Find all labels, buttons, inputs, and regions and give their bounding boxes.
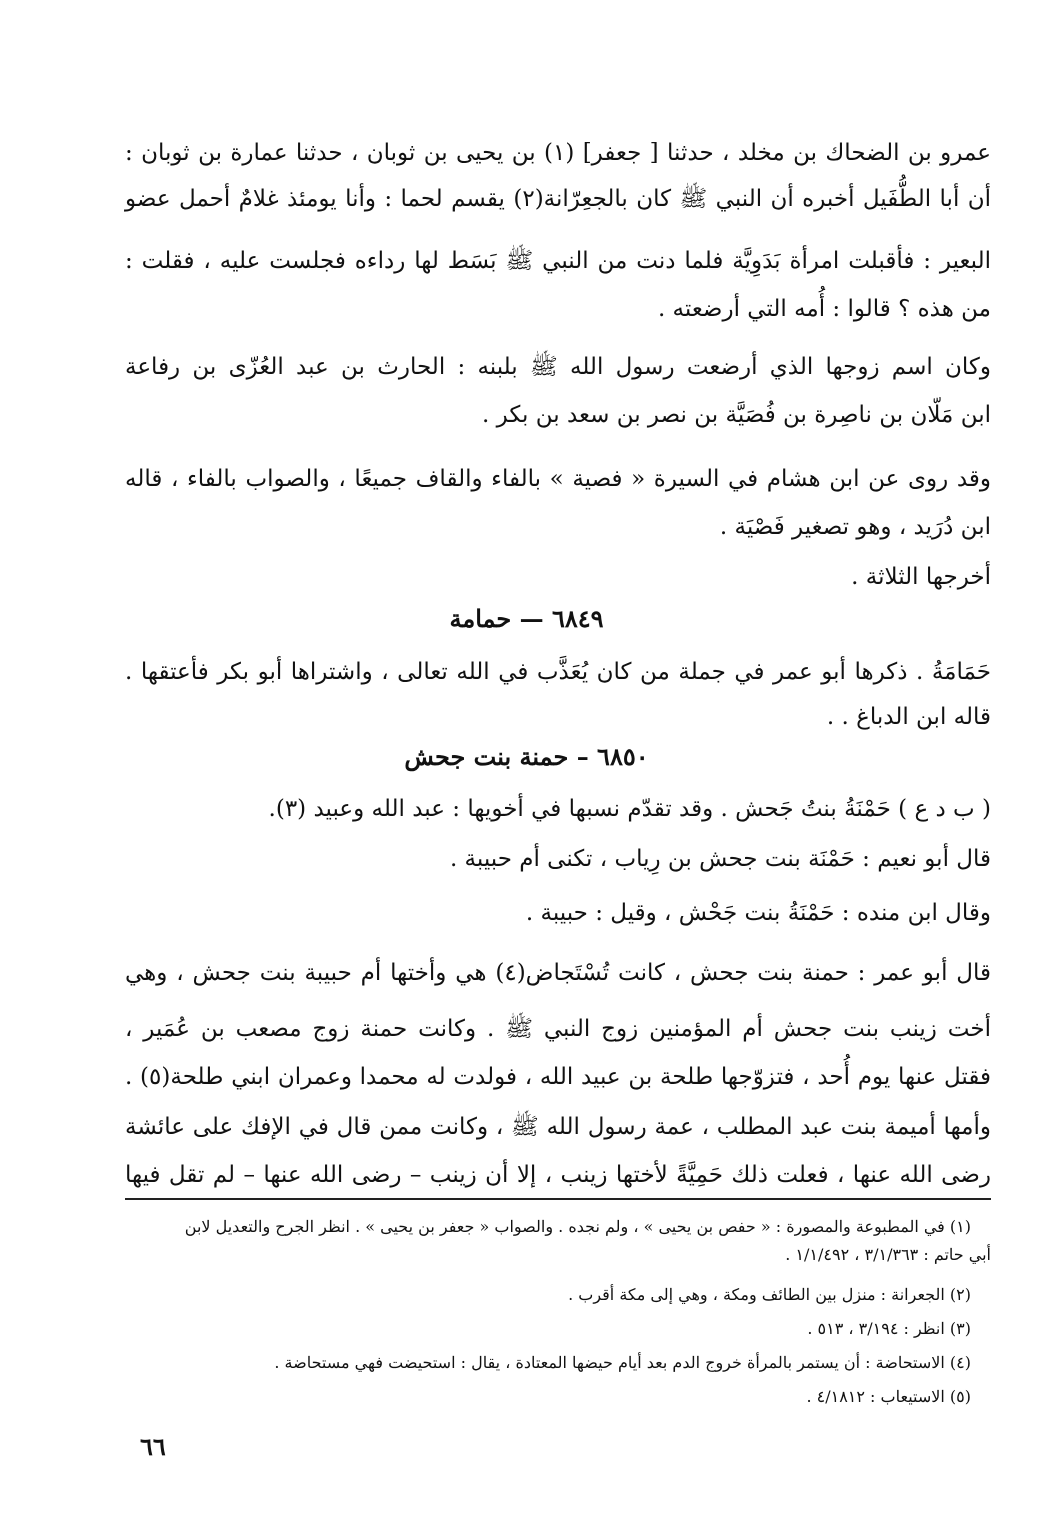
body-line: وكان اسم زوجها الذي أرضعت رسول الله ﷺ بلبنه : الحارث بن عبد العُزّى بن رفاعة xyxy=(125,354,991,380)
footnote: (١) في المطبوعة والمصورة : « حفص بن يحيى » ، ولم نجده . والصواب « جعفر بن يحيى » . انظر الجرح والتعديل لابن xyxy=(184,1217,971,1236)
footnote: أبي حاتم : ٣/١/٣٦٣ ، ١/١/٤٩٢ . xyxy=(785,1245,991,1264)
footnote: (٣) انظر : ٣/١٩٤ ، ٥١٣ . xyxy=(807,1319,971,1338)
page-number: ٦٦ xyxy=(140,1432,166,1461)
body-line: وأمها أميمة بنت عبد المطلب ، عمة رسول الله ﷺ ، وكانت ممن قال في الإفك على عائشة xyxy=(125,1114,991,1140)
body-line: أخرجها الثلاثة . xyxy=(851,564,991,590)
entry-heading: ٦٨٤٩ — حمامة xyxy=(449,604,604,633)
body-line: قاله ابن الدباغ . . xyxy=(826,704,991,730)
footnote-separator xyxy=(125,1198,991,1200)
footnote: (٤) الاستحاضة : أن يستمر بالمرأة خروج الدم بعد أيام حيضها المعتادة ، يقال : استحيضت فهي مستحاضة . xyxy=(274,1353,971,1372)
body-line: ( ب د ع ) حَمْنَةُ بنتُ جَحش . وقد تقدّم نسبها في أخويها : عبد الله وعبيد (٣). xyxy=(268,796,991,822)
body-line: وقال ابن منده : حَمْنَةُ بنت جَحْش ، وقيل : حبيبة . xyxy=(525,900,991,926)
body-line: رضى الله عنها ، فعلت ذلك حَمِيَّةً لأختها زينب ، إلا أن زينب – رضى الله عنها – لم تقل فيها xyxy=(125,1162,991,1188)
body-line: قال أبو نعيم : حَمْنَة بنت جحش بن رِياب ، تكنى أم حبيبة . xyxy=(449,846,991,872)
body-line: حَمَامَةُ . ذكرها أبو عمر في جملة من كان يُعَذَّب في الله تعالى ، واشتراها أبو بكر فأعتقها . xyxy=(125,659,991,685)
body-line: البعير : فأقبلت امرأة بَدَوِيَّة فلما دنت من النبي ﷺ بَسَط لها رداءه فجلست عليه ، فقلت : xyxy=(125,248,991,274)
entry-heading: ٦٨٥٠ – حمنة بنت جحش xyxy=(404,742,649,771)
body-line: قال أبو عمر : حمنة بنت جحش ، كانت تُسْتَجاض(٤) هي وأختها أم حبيبة بنت جحش ، وهي xyxy=(125,960,991,986)
body-line: عمرو بن الضحاك بن مخلد ، حدثنا [ جعفر] (١) بن يحيى بن ثوبان ، حدثنا عمارة بن ثوبان : xyxy=(125,140,991,166)
body-line: ابن مَلّان بن ناصِرة بن فُصَيَّة بن نصر بن سعد بن بكر . xyxy=(482,402,991,428)
footnote: (٥) الاستيعاب : ٤/١٨١٢ . xyxy=(806,1387,971,1406)
footnote: (٢) الجعرانة : منزل بين الطائف ومكة ، وهي إلى مكة أقرب . xyxy=(568,1285,971,1304)
body-line: فقتل عنها يوم أُحد ، فتزوّجها طلحة بن عبيد الله ، فولدت له محمدا وعمران ابني طلحة(٥) . xyxy=(125,1064,991,1090)
body-line: من هذه ؟ قالوا : أُمه التي أرضعته . xyxy=(657,296,991,322)
body-line: ابن دُرَيد ، وهو تصغير فَصْيَة . xyxy=(719,514,991,540)
body-line: أخت زينب بنت جحش أم المؤمنين زوج النبي ﷺ . وكانت حمنة زوج مصعب بن عُمَير ، xyxy=(125,1016,991,1042)
body-line: وقد روى عن ابن هشام في السيرة « فصية » بالفاء والقاف جميعًا ، والصواب بالفاء ، قاله xyxy=(125,466,991,492)
body-line: أن أبا الطُّفَيل أخبره أن النبي ﷺ كان بالجعِرّانة(٢) يقسم لحما : وأنا يومئذ غلامٌ أحمل عضو xyxy=(125,186,992,212)
